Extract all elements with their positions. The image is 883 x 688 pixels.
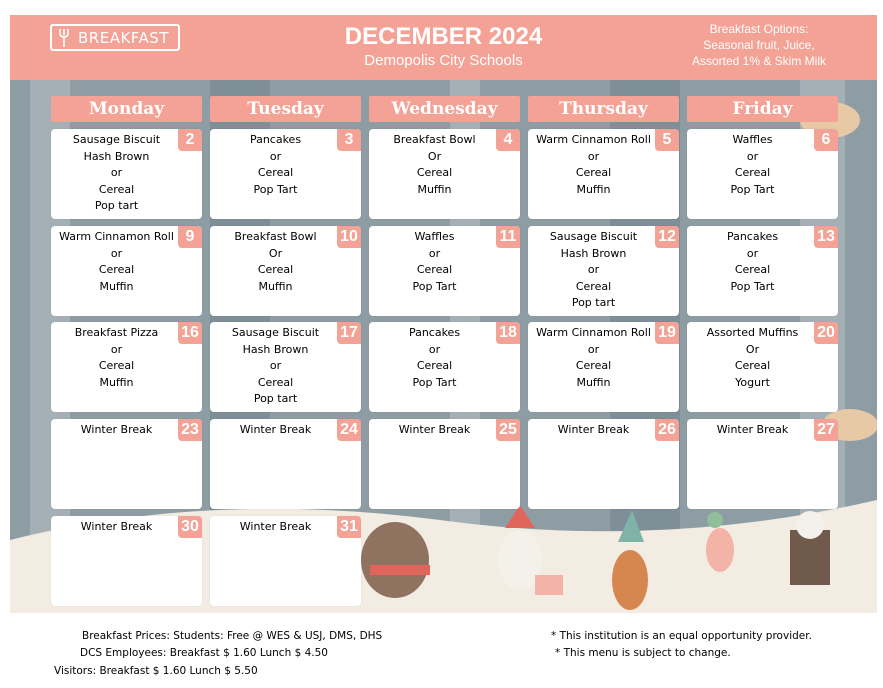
menu-items — [691, 229, 814, 295]
menu-line: Or — [427, 149, 442, 163]
menu-line: Assorted Muffins — [706, 326, 799, 339]
day-cell — [528, 322, 679, 412]
menu-line: Breakfast Bowl — [234, 230, 317, 243]
menu-line: Hash Brown — [560, 246, 627, 260]
menu-line: or — [110, 246, 123, 260]
menu-line: Cereal — [416, 263, 453, 276]
day-number: 27 — [814, 419, 838, 441]
menu-items — [373, 422, 496, 439]
day-cell — [369, 226, 520, 316]
header-banner — [10, 15, 877, 80]
menu-line: Pop tart — [571, 296, 616, 309]
day-cell — [528, 129, 679, 219]
menu-line: Cereal — [416, 166, 453, 179]
menu-line: Winter Break — [398, 423, 471, 436]
prices-employees: DCS Employees: Breakfast $ 1.60 Lunch $ 4.50 — [80, 647, 328, 659]
menu-items — [214, 132, 337, 198]
day-header-friday: Friday — [687, 96, 838, 122]
day-number: 5 — [655, 129, 679, 151]
menu-line: or — [269, 149, 282, 163]
logo-text: BREAKFAST — [78, 28, 169, 47]
page-title: DECEMBER 2024 — [344, 23, 543, 50]
day-cell — [51, 226, 202, 316]
menu-line: Muffin — [576, 375, 611, 389]
day-number: 9 — [178, 226, 202, 248]
menu-line: Cereal — [416, 359, 453, 372]
options-line: Assorted 1% & Skim Milk — [691, 54, 827, 68]
menu-items — [55, 132, 178, 215]
day-cell — [687, 419, 838, 509]
menu-line: Winter Break — [80, 423, 153, 436]
menu-line: Pop Tart — [412, 279, 457, 293]
equal-opportunity-note: * This institution is an equal opportunity provider. — [551, 630, 812, 642]
day-number: 17 — [337, 322, 361, 344]
day-cell — [51, 419, 202, 509]
menu-line: Yogurt — [735, 375, 770, 389]
menu-items — [691, 325, 814, 391]
menu-items — [373, 229, 496, 295]
menu-line: Warm Cinnamon Roll — [536, 133, 651, 146]
menu-line: Sausage Biscuit — [72, 133, 161, 146]
day-cell — [369, 419, 520, 509]
day-header-tuesday: Tuesday — [210, 96, 361, 122]
menu-line: Cereal — [575, 279, 612, 293]
day-number: 4 — [496, 129, 520, 151]
menu-items — [373, 325, 496, 391]
menu-line: Pop Tart — [253, 182, 298, 196]
menu-line: or — [110, 166, 123, 179]
menu-line: Or — [745, 342, 760, 356]
options-line: Breakfast Options: — [709, 22, 809, 36]
menu-line: or — [110, 342, 123, 356]
menu-line: Cereal — [257, 263, 294, 276]
day-cell — [210, 516, 361, 606]
day-header-monday: Monday — [51, 96, 202, 122]
menu-line: or — [428, 246, 441, 260]
menu-items — [532, 422, 655, 439]
menu-line: Pop tart — [94, 199, 139, 212]
prices-students: Breakfast Prices: Students: Free @ WES & USJ, DMS, DHS — [82, 630, 383, 642]
day-number: 23 — [178, 419, 202, 441]
day-number: 16 — [178, 322, 202, 344]
menu-line: Cereal — [575, 359, 612, 372]
menu-line: Breakfast Pizza — [74, 326, 159, 339]
day-number: 11 — [496, 226, 520, 248]
menu-line: Pancakes — [726, 230, 779, 243]
day-cell — [528, 226, 679, 316]
menu-items — [55, 325, 178, 391]
menu-items — [55, 519, 178, 536]
day-cell — [687, 129, 838, 219]
menu-line: or — [587, 263, 600, 276]
day-cell — [51, 129, 202, 219]
menu-line: Winter Break — [239, 423, 312, 436]
menu-line: or — [587, 149, 600, 163]
menu-items — [691, 422, 814, 439]
menu-line: Sausage Biscuit — [549, 230, 638, 243]
day-number: 20 — [814, 322, 838, 344]
menu-line: or — [746, 149, 759, 163]
menu-line: Hash Brown — [242, 342, 309, 356]
menu-items — [214, 229, 337, 295]
day-number: 31 — [337, 516, 361, 538]
day-number: 10 — [337, 226, 361, 248]
menu-items — [532, 132, 655, 198]
menu-line: Muffin — [99, 279, 134, 293]
menu-items — [532, 325, 655, 391]
day-cell — [369, 322, 520, 412]
menu-line: or — [587, 342, 600, 356]
menu-line: Waffles — [414, 230, 455, 243]
menu-line: Cereal — [734, 359, 771, 372]
day-number: 25 — [496, 419, 520, 441]
day-number: 26 — [655, 419, 679, 441]
menu-line: Pop Tart — [730, 279, 775, 293]
menu-line: Waffles — [732, 133, 773, 146]
menu-line: Pancakes — [249, 133, 302, 146]
menu-items — [532, 229, 655, 312]
day-header-thursday: Thursday — [528, 96, 679, 122]
menu-line: Muffin — [417, 182, 452, 196]
day-number: 19 — [655, 322, 679, 344]
menu-line: Cereal — [575, 166, 612, 179]
day-cell — [687, 226, 838, 316]
menu-line: Cereal — [98, 182, 135, 196]
menu-items — [373, 132, 496, 198]
day-cell — [687, 322, 838, 412]
day-cell — [210, 419, 361, 509]
menu-line: or — [269, 359, 282, 372]
menu-items — [214, 519, 337, 536]
day-number: 12 — [655, 226, 679, 248]
day-cell — [210, 322, 361, 412]
menu-line: Cereal — [734, 263, 771, 276]
menu-line: Cereal — [257, 166, 294, 179]
menu-line: Winter Break — [239, 520, 312, 533]
prices-visitors: Visitors: Breakfast $ 1.60 Lunch $ 5.50 — [54, 665, 258, 677]
day-number: 30 — [178, 516, 202, 538]
menu-line: Cereal — [98, 359, 135, 372]
day-cell — [51, 322, 202, 412]
menu-line: Or — [268, 246, 283, 260]
menu-line: Winter Break — [716, 423, 789, 436]
day-number: 13 — [814, 226, 838, 248]
day-cell — [528, 419, 679, 509]
menu-line: Warm Cinnamon Roll — [59, 230, 174, 243]
menu-line: Pop Tart — [730, 182, 775, 196]
day-cell — [369, 129, 520, 219]
menu-items — [55, 229, 178, 295]
day-number: 2 — [178, 129, 202, 151]
breakfast-options — [679, 21, 839, 69]
menu-line: Pop Tart — [412, 375, 457, 389]
menu-change-note: * This menu is subject to change. — [555, 647, 731, 659]
menu-line: Muffin — [576, 182, 611, 196]
menu-items — [214, 325, 337, 408]
menu-line: Breakfast Bowl — [393, 133, 476, 146]
day-number: 18 — [496, 322, 520, 344]
menu-line: Cereal — [257, 375, 294, 389]
day-number: 6 — [814, 129, 838, 151]
day-number: 24 — [337, 419, 361, 441]
page-subtitle: Demopolis City Schools — [364, 52, 523, 69]
menu-line: Sausage Biscuit — [231, 326, 320, 339]
menu-line: Hash Brown — [83, 149, 150, 163]
menu-line: or — [746, 246, 759, 260]
menu-line: Pop tart — [253, 392, 298, 405]
day-header-wednesday: Wednesday — [369, 96, 520, 122]
day-cell — [210, 129, 361, 219]
menu-line: Muffin — [99, 375, 134, 389]
options-line: Seasonal fruit, Juice, — [703, 38, 815, 52]
menu-line: or — [428, 342, 441, 356]
menu-line: Muffin — [258, 279, 293, 293]
menu-line: Cereal — [98, 263, 135, 276]
day-cell — [210, 226, 361, 316]
menu-line: Winter Break — [557, 423, 630, 436]
day-number: 3 — [337, 129, 361, 151]
menu-line: Pancakes — [408, 326, 461, 339]
menu-items — [55, 422, 178, 439]
menu-items — [691, 132, 814, 198]
day-cell — [51, 516, 202, 606]
menu-line: Winter Break — [80, 520, 153, 533]
menu-items — [214, 422, 337, 439]
menu-line: Cereal — [734, 166, 771, 179]
menu-line: Warm Cinnamon Roll — [536, 326, 651, 339]
